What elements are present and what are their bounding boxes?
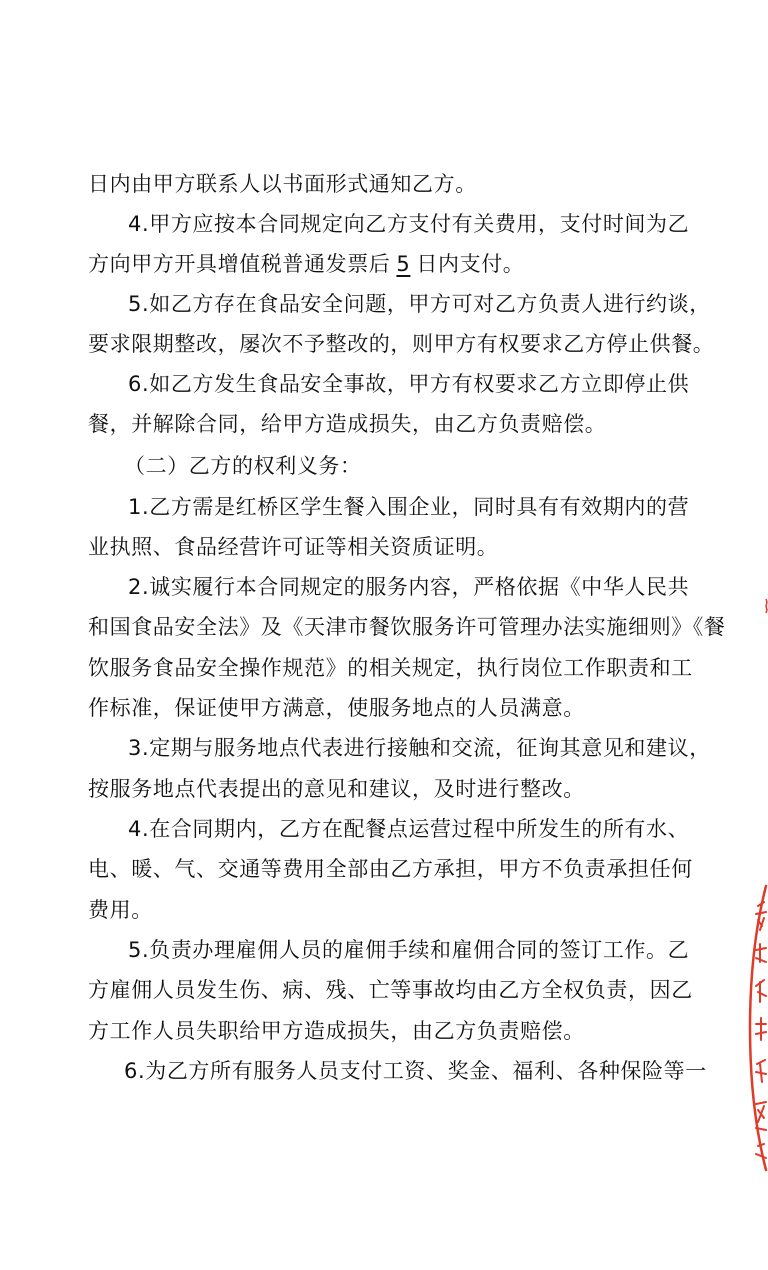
text-line: 1.乙方需是红桥区学生餐入围企业，同时具有有效期内的营: [128, 495, 690, 519]
text-line: 6.如乙方发生食品安全事故，甲方有权要求乙方立即停止供: [128, 372, 690, 396]
text-line: 业执照、食品经营许可证等相关资质证明。: [88, 535, 499, 559]
text-line: 作标准，保证使甲方满意，使服务地点的人员满意。: [88, 696, 585, 720]
text-line: [0, 250, 768, 278]
text-line: 5.如乙方存在食品安全问题，甲方可对乙方负责人进行约谈，: [128, 292, 711, 316]
text-line: 饮服务食品安全操作规范》的相关规定，执行岗位工作职责和工: [88, 656, 693, 680]
text-line: 方雇佣人员发生伤、病、残、亡等事故均由乙方全权负责，因乙: [88, 978, 693, 1002]
text-line: 和国食品安全法》及《天津市餐饮服务许可管理办法实施细则》《餐: [88, 615, 726, 639]
text-line: 日内由甲方联系人以书面形式通知乙方。: [88, 172, 477, 196]
text-line: 费用。: [88, 898, 153, 922]
text-line: 2.诚实履行本合同规定的服务内容，严格依据《中华人民共: [128, 575, 690, 599]
text-line: 3.定期与服务地点代表进行接触和交流，征询其意见和建议，: [128, 736, 711, 760]
text-line: 方工作人员失职给甲方造成损失，由乙方负责赔偿。: [88, 1019, 585, 1043]
payment-days-value: 5: [396, 252, 411, 276]
text-line: 电、暖、气、交通等费用全部由乙方承担，甲方不负责承担任何: [88, 857, 693, 881]
text-segment: 方向甲方开具增值税普通发票后: [88, 252, 391, 276]
text-line: 6.为乙方所有服务人员支付工资、奖金、福利、各种保险等一: [124, 1059, 707, 1083]
text-line: 5.负责办理雇佣人员的雇佣手续和雇佣合同的签订工作。乙: [128, 938, 690, 962]
text-line: 4.在合同期内，乙方在配餐点运营过程中所发生的所有水、: [128, 817, 690, 841]
seal-mark: [760, 598, 768, 614]
text-line: 要求限期整改，屡次不予整改的，则甲方有权要求乙方停止供餐。: [88, 332, 715, 356]
text-segment: 日内支付。: [416, 252, 525, 276]
text-line: 餐，并解除合同，给甲方造成损失，由乙方负责赔偿。: [88, 412, 607, 436]
section-heading: （二）乙方的权利义务：: [124, 454, 362, 478]
text-line: 按服务地点代表提出的意见和建议，及时进行整改。: [88, 777, 585, 801]
company-seal: [744, 878, 768, 1178]
text-line: 4.甲方应按本合同规定向乙方支付有关费用，支付时间为乙: [128, 212, 690, 236]
